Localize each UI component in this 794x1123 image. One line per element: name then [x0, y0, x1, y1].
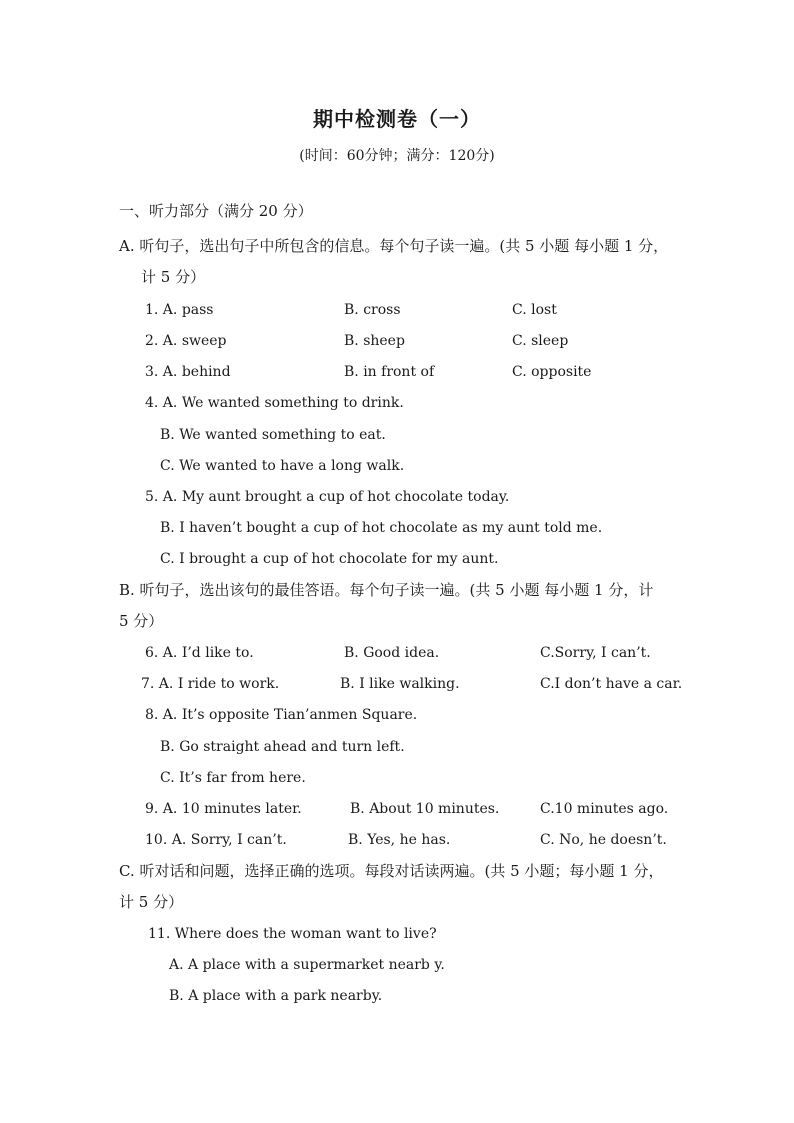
q8-option-b: B. Go straight ahead and turn left.	[160, 739, 405, 755]
q8-option-a: 8. A. It’s opposite Tian’anmen Square.	[145, 707, 418, 723]
q7-option-c: C.I don’t have a car.	[540, 676, 683, 692]
q11-question: 11. Where does the woman want to live?	[148, 926, 437, 942]
section-c-instruction: C. 听对话和问题，选择正确的选项。每段对话读两遍。(共 5 小题；每小题 1 分，	[119, 862, 664, 880]
q11-option-a: A. A place with a supermarket nearb y.	[169, 957, 445, 973]
q9-option-b: B. About 10 minutes.	[350, 801, 500, 817]
q3-option-b: B. in front of	[344, 364, 435, 380]
q5-option-c: C. I brought a cup of hot chocolate for my aunt.	[160, 551, 499, 567]
section-a-instruction-cont: 计 5 分）	[141, 268, 206, 286]
section-c-instruction-cont: 计 5 分）	[119, 893, 184, 911]
section-b-instruction-cont: 5 分）	[119, 612, 164, 630]
q5-option-b: B. I haven’t bought a cup of hot chocolate as my aunt told me.	[160, 520, 603, 536]
q7-option-b: B. I like walking.	[340, 676, 460, 692]
q4-option-c: C. We wanted to have a long walk.	[160, 458, 405, 474]
q10-option-c: C. No, he doesn’t.	[540, 832, 667, 848]
q9-option-c: C.10 minutes ago.	[540, 801, 669, 817]
q6-option-a: 6. A. I’d like to.	[145, 645, 254, 661]
q6-option-b: B. Good idea.	[344, 645, 440, 661]
q2-option-c: C. sleep	[512, 333, 569, 349]
q4-option-a: 4. A. We wanted something to drink.	[145, 395, 404, 411]
q1-option-a: 1. A. pass	[145, 302, 214, 318]
part-heading-listening: 一、听力部分（满分 20 分）	[119, 202, 313, 220]
q10-option-a: 10. A. Sorry, I can’t.	[145, 832, 287, 848]
q9-option-a: 9. A. 10 minutes later.	[145, 801, 302, 817]
section-b-instruction: B. 听句子，选出该句的最佳答语。每个句子读一遍。(共 5 小题 每小题 1 分，计	[119, 581, 654, 599]
time-score-info: (时间：60分钟；满分：120分)	[299, 148, 495, 164]
q5-option-a: 5. A. My aunt brought a cup of hot chocolate today.	[145, 489, 510, 505]
q8-option-c: C. It’s far from here.	[160, 770, 306, 786]
q4-option-b: B. We wanted something to eat.	[160, 427, 386, 443]
q2-option-a: 2. A. sweep	[145, 333, 227, 349]
q3-option-c: C. opposite	[512, 364, 592, 380]
q2-option-b: B. sheep	[344, 333, 405, 349]
q3-option-a: 3. A. behind	[145, 364, 231, 380]
q10-option-b: B. Yes, he has.	[348, 832, 451, 848]
q1-option-c: C. lost	[512, 302, 557, 318]
page-title: 期中检测卷（一）	[313, 107, 481, 131]
q6-option-c: C.Sorry, I can’t.	[540, 645, 651, 661]
q7-option-a: 7. A. I ride to work.	[141, 676, 280, 692]
q1-option-b: B. cross	[344, 302, 401, 318]
q11-option-b: B. A place with a park nearby.	[169, 988, 383, 1004]
section-a-instruction: A. 听句子，选出句子中所包含的信息。每个句子读一遍。(共 5 小题 每小题 1 分，	[119, 237, 669, 255]
